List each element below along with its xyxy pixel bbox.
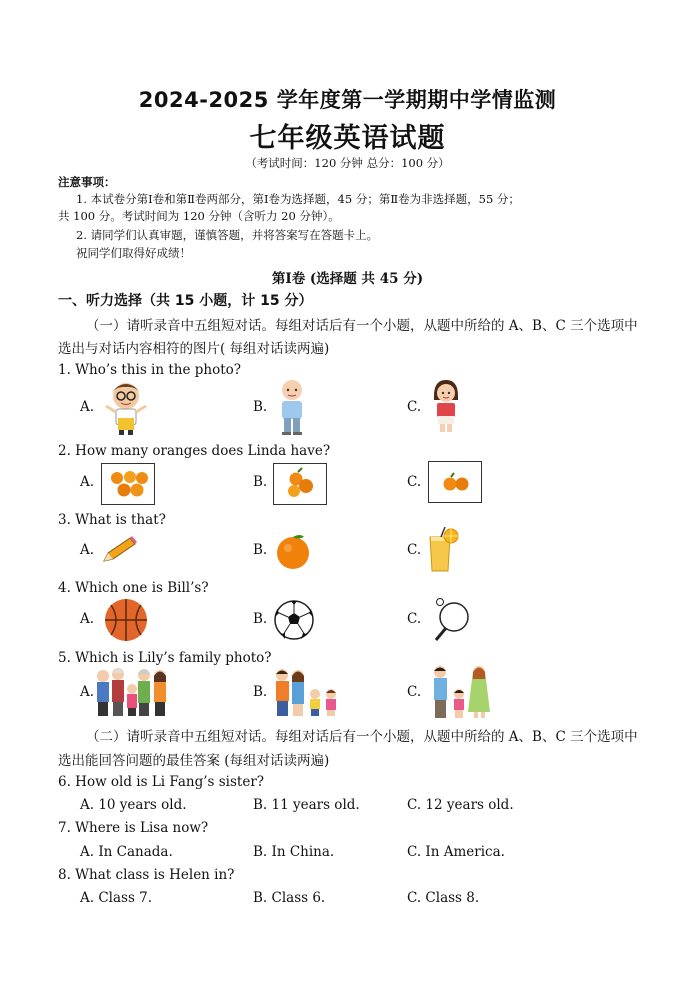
instructions-2b: 选出能回答问题的最佳答案 (每组对话读两遍): [58, 753, 330, 769]
q8-option-c: C. Class 8.: [407, 890, 480, 906]
q8-option-b: B. Class 6.: [253, 890, 326, 906]
question-4: 4. Which one is Bill’s?: [58, 580, 209, 596]
q2-option-a-label: A.: [80, 474, 95, 490]
basketball-icon: [103, 598, 149, 642]
q6-option-c: C. 12 years old.: [407, 797, 514, 813]
q5-option-a-label: A.: [80, 684, 95, 700]
orange-icon: [274, 531, 312, 571]
q5-option-c-label: C.: [407, 684, 422, 700]
notes-heading: 注意事项：: [58, 175, 116, 189]
question-3: 3. What is that?: [58, 512, 166, 528]
family-of-three-icon: [430, 664, 492, 720]
instructions-1a: （一）请听录音中五组短对话。每组对话后有一个小题，从题中所给的 A、B、C 三个选项中: [86, 318, 638, 334]
q1-option-a-label: A.: [80, 399, 95, 415]
three-oranges-icon: [273, 463, 327, 505]
q3-option-b-label: B.: [253, 542, 268, 558]
q1-option-b-label: B.: [253, 399, 268, 415]
exam-meta: （考试时间：120 分钟 总分：100 分）: [245, 156, 450, 170]
q6-option-a: A. 10 years old.: [80, 797, 187, 813]
boy-with-glasses-icon: [102, 378, 150, 436]
q7-option-b: B. In China.: [253, 844, 335, 860]
question-2: 2. How many oranges does Linda have?: [58, 443, 331, 459]
pencil-icon: [100, 535, 138, 565]
soccer-ball-icon: [274, 600, 314, 640]
question-1: 1. Who’s this in the photo?: [58, 362, 241, 378]
four-oranges-icon: [101, 463, 155, 505]
juice-glass-icon: [427, 527, 459, 573]
notes-line-1: 1. 本试卷分第Ⅰ卷和第Ⅱ卷两部分，第Ⅰ卷为选择题，45 分；第Ⅱ卷为非选择题，55 分；: [76, 192, 520, 206]
question-7: 7. Where is Lisa now?: [58, 820, 209, 836]
q7-option-c: C. In America.: [407, 844, 505, 860]
q3-option-c-label: C.: [407, 542, 422, 558]
girl-icon: [428, 378, 464, 436]
notes-line-4: 祝同学们取得好成绩！: [76, 246, 191, 260]
q1-option-c-label: C.: [407, 399, 422, 415]
q4-option-b-label: B.: [253, 611, 268, 627]
question-6: 6. How old is Li Fang’s sister?: [58, 774, 265, 790]
q4-option-a-label: A.: [80, 611, 95, 627]
exam-subject: 七年级英语试题: [249, 123, 446, 154]
q8-option-a: A. Class 7.: [80, 890, 153, 906]
question-5: 5. Which is Lily’s family photo?: [58, 650, 272, 666]
q7-option-a: A. In Canada.: [80, 844, 173, 860]
notes-line-3: 2. 请同学们认真审题，谨慎答题，并将答案写在答题卡上。: [76, 228, 379, 242]
bald-grandpa-icon: [276, 378, 308, 436]
family-of-four-icon: [271, 667, 341, 719]
ping-pong-paddle-icon: [432, 597, 474, 643]
q4-option-c-label: C.: [407, 611, 422, 627]
exam-title: 2024-2025 学年度第一学期期中学情监测: [138, 88, 557, 112]
q6-option-b: B. 11 years old.: [253, 797, 360, 813]
q2-option-b-label: B.: [253, 474, 268, 490]
question-8: 8. What class is Helen in?: [58, 867, 235, 883]
two-oranges-icon: [428, 461, 482, 503]
q5-option-b-label: B.: [253, 684, 268, 700]
instructions-2a: （二）请听录音中五组短对话。每组对话后有一个小题，从题中所给的 A、B、C 三个选项中: [86, 729, 638, 745]
big-family-icon: [94, 667, 170, 719]
instructions-1b: 选出与对话内容相符的图片( 每组对话读两遍): [58, 341, 330, 357]
notes-line-2: 共 100 分。考试时间为 120 分钟（含听力 20 分钟）。: [58, 209, 340, 223]
q2-option-c-label: C.: [407, 474, 422, 490]
part1-heading: 第Ⅰ卷 (选择题 共 45 分): [271, 271, 424, 287]
q3-option-a-label: A.: [80, 542, 95, 558]
section-heading: 一、听力选择（共 15 小题，计 15 分）: [58, 293, 313, 309]
